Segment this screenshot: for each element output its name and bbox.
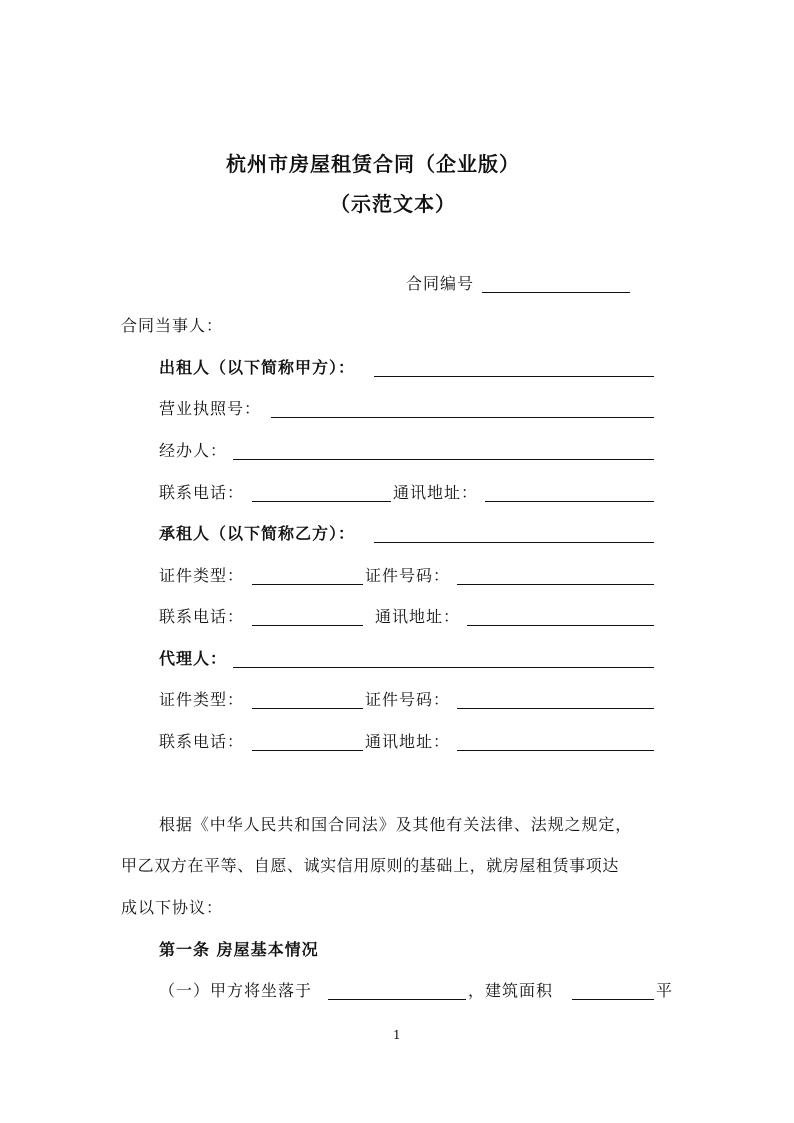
- lessor-license-label: 营业执照号：: [159, 399, 262, 418]
- proxy-id-type-field[interactable]: [252, 708, 363, 709]
- proxy-address-field[interactable]: [457, 750, 654, 751]
- parties-label: 合同当事人：: [121, 316, 224, 335]
- proxy-id-no-label: 证件号码：: [365, 690, 451, 709]
- article-1-heading: 第一条 房屋基本情况: [159, 940, 319, 959]
- lessor-phone-field[interactable]: [252, 501, 391, 502]
- proxy-id-type-label: 证件类型：: [159, 690, 245, 709]
- lessee-heading: 承租人（以下简称乙方）：: [159, 524, 356, 543]
- lessee-id-type-label: 证件类型：: [159, 566, 245, 585]
- lessee-id-no-field[interactable]: [457, 584, 654, 585]
- proxy-address-label: 通讯地址：: [365, 732, 451, 751]
- preamble-line-3: 成以下协议：: [121, 898, 224, 917]
- document-title: 杭州市房屋租赁合同（企业版）: [226, 152, 520, 176]
- lessor-address-field[interactable]: [485, 501, 654, 502]
- lessor-license-field[interactable]: [271, 417, 654, 418]
- building-area-field[interactable]: [572, 999, 654, 1000]
- lessee-phone-field[interactable]: [252, 625, 363, 626]
- proxy-name-field[interactable]: [233, 667, 654, 668]
- document-subtitle: （示范文本）: [330, 192, 456, 216]
- proxy-id-no-field[interactable]: [457, 708, 654, 709]
- preamble-line-1: 根据《中华人民共和国合同法》及其他有关法律、法规之规定，: [159, 815, 633, 834]
- lessee-address-field[interactable]: [467, 625, 654, 626]
- lessee-address-label: 通讯地址：: [375, 607, 461, 626]
- lessee-phone-label: 联系电话：: [159, 607, 245, 626]
- article-1-item-1-prefix: （一）甲方将坐落于: [159, 981, 313, 1000]
- preamble-line-2: 甲乙双方在平等、自愿、诚实信用原则的基础上，就房屋租赁事项达: [121, 856, 620, 875]
- article-1-item-1-suffix: 平: [656, 981, 674, 1000]
- lessor-heading: 出租人（以下简称甲方）：: [159, 358, 356, 377]
- proxy-heading: 代理人：: [159, 649, 228, 668]
- property-location-field[interactable]: [328, 999, 466, 1000]
- lessee-name-field[interactable]: [374, 542, 654, 543]
- lessor-address-label: 通讯地址：: [393, 483, 479, 502]
- lessor-agent-field[interactable]: [233, 459, 654, 460]
- article-1-item-1-mid: ，建筑面积: [468, 981, 554, 1000]
- lessor-name-field[interactable]: [374, 376, 654, 377]
- proxy-phone-label: 联系电话：: [159, 732, 245, 751]
- proxy-phone-field[interactable]: [252, 750, 363, 751]
- contract-no-field[interactable]: [482, 292, 630, 293]
- lessor-phone-label: 联系电话：: [159, 483, 245, 502]
- lessor-agent-label: 经办人：: [159, 441, 228, 460]
- lessee-id-no-label: 证件号码：: [365, 566, 451, 585]
- page-number: 1: [393, 1028, 401, 1042]
- contract-no-label: 合同编号: [406, 274, 475, 293]
- lessee-id-type-field[interactable]: [252, 584, 363, 585]
